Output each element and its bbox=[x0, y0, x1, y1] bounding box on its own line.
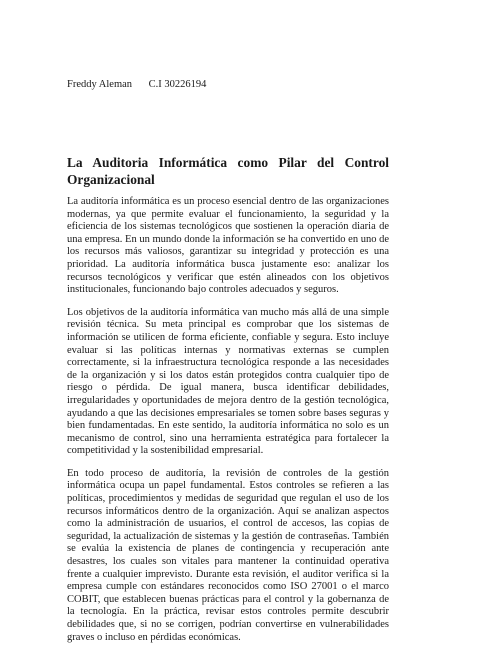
document-body bbox=[67, 196, 389, 654]
author-line bbox=[67, 78, 206, 91]
paragraph-3: En todo proceso de auditoría, la revisión de controles de la gestión informática ocupa un papel fundamental. Estos controles se refieren a las políticas, procedimientos y medidas de seguridad que regulan el uso de los recursos informáticos dentro de la organización. Aquí se analizan aspectos como la administración de usuarios, el control de accesos, las copias de seguridad, la actualización de sistemas y la gestión de contraseñas. También se evalúa la existencia de planes de contingencia y recuperación ante desastres, los cuales son vitales para mantener la continuidad operativa frente a cualquier imprevisto. Durante esta revisión, el auditor verifica si la empresa cumple con estándares reconocidos como ISO 27001 o el marco COBIT, que establecen buenas prácticas para el control y la gobernanza de la tecnología. En la práctica, revisar estos controles permite descubrir debilidades que, si no se corrigen, podrían convertirse en vulnerabilidades graves o incluso en pérdidas económicas. bbox=[67, 467, 389, 643]
document-title: La Auditoria Informática como Pilar del Control Organizacional bbox=[67, 155, 389, 187]
paragraph-1: La auditoría informática es un proceso esencial dentro de las organizaciones modernas, ya que permite evaluar el funcionamiento, la seguridad y la eficiencia de los sistemas tecnológicos que sostienen la operación diaria de una empresa. En un mundo donde la información se ha convertido en uno de los recursos más valiosos, garantizar su integridad y protección es una prioridad. La auditoría informática busca justamente eso: analizar los recursos tecnológicos y verificar que estén alineados con los objetivos institucionales, funcionando bajo controles adecuados y seguros. bbox=[67, 196, 389, 296]
author-name: Freddy Aleman bbox=[67, 79, 133, 90]
author-id: C.I 30226194 bbox=[148, 79, 207, 90]
paragraph-2: Los objetivos de la auditoría informática van mucho más allá de una simple revisión técnica. Su meta principal es comprobar que los sistemas de información se utilicen de forma eficiente, confiable y segura. Esto incluye evaluar si las políticas internas y normativas externas se cumplen correctamente, si la infraestructura tecnológica responde a las necesidades de la organización y si los datos están protegidos contra cualquier tipo de riesgo o pérdida. De igual manera, busca identificar debilidades, irregularidades y oportunidades de mejora dentro de la gestión tecnológica, ayudando a que las decisiones empresariales se tomen sobre bases seguras y bien fundamentadas. En este sentido, la auditoría informática no solo es un mecanismo de control, sino una herramienta estratégica para fortalecer la competitividad y la sostenibilidad empresarial. bbox=[67, 306, 389, 457]
